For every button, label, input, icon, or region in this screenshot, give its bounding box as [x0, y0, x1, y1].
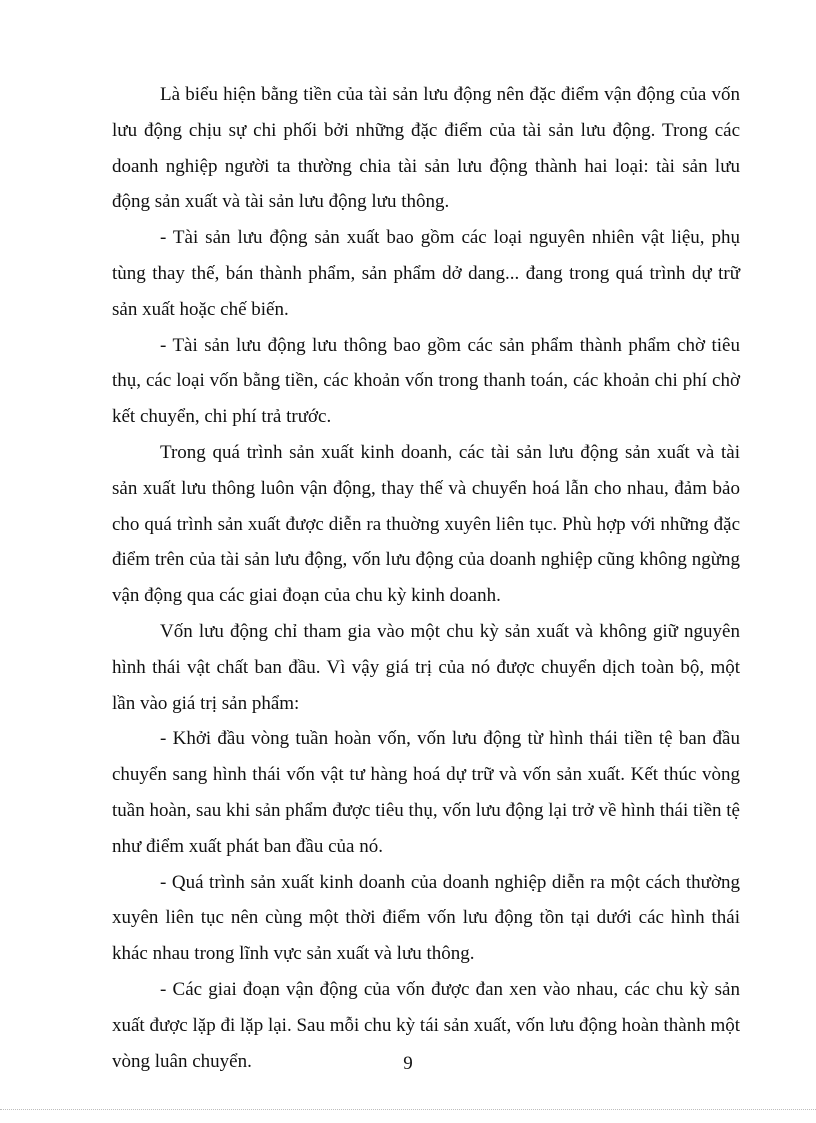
page-body [112, 77, 740, 1079]
page-bottom-divider [0, 1109, 816, 1110]
paragraph-6: - Khởi đầu vòng tuần hoàn vốn, vốn lưu động từ hình thái tiền tệ ban đầu chuyển sang hình thái vốn vật tư hàng hoá dự trữ và vốn sản xuất. Kết thúc vòng tuần hoàn, sau khi sản phẩm được tiêu thụ, vốn lưu động lại trở về hình thái tiền tệ như điểm xuất phát ban đầu của nó. [112, 728, 740, 857]
paragraph-8: - Các giai đoạn vận động của vốn được đan xen vào nhau, các chu kỳ sản xuất được lặp đi lặp lại. Sau mỗi chu kỳ tái sản xuất, vốn lưu động hoàn thành một vòng luân chuyển. [112, 978, 740, 1072]
paragraph-3: - Tài sản lưu động lưu thông bao gồm các sản phẩm thành phẩm chờ tiêu thụ, các loại vốn bằng tiền, các khoản vốn trong thanh toán, các khoản chi phí chờ kết chuyển, chi phí trả trước. [112, 334, 740, 428]
paragraph-1: Là biểu hiện bằng tiền của tài sản lưu động nên đặc điểm vận động của vốn lưu động chịu sự chi phối bởi những đặc điểm của tài sản lưu động. Trong các doanh nghiệp người ta thường chia tài sản lưu động thành hai loại: tài sản lưu động sản xuất và tài sản lưu động lưu thông. [112, 84, 740, 213]
paragraph-4: Trong quá trình sản xuất kinh doanh, các tài sản lưu động sản xuất và tài sản xuất lưu thông luôn vận động, thay thế và chuyển hoá lẫn cho nhau, đảm bảo cho quá trình sản xuất được diễn ra thuờng xuyên liên tục. Phù hợp với những đặc điểm trên của tài sản lưu động, vốn lưu động của doanh nghiệp cũng không ngừng vận động qua các giai đoạn của chu kỳ kinh doanh. [112, 441, 740, 607]
page-number: 9 [403, 1053, 413, 1074]
paragraph-2: - Tài sản lưu động sản xuất bao gồm các loại nguyên nhiên vật liệu, phụ tùng thay thế, bán thành phẩm, sản phẩm dở dang... đang trong quá trình dự trữ sản xuất hoặc chế biến. [112, 227, 740, 320]
paragraph-7: - Quá trình sản xuất kinh doanh của doanh nghiệp diễn ra một cách thường xuyên liên tục nên cùng một thời điểm vốn lưu động tồn tại dưới các hình thái khác nhau trong lĩnh vực sản xuất và lưu thông. [112, 871, 740, 965]
paragraph-5: Vốn lưu động chỉ tham gia vào một chu kỳ sản xuất và không giữ nguyên hình thái vật chất ban đầu. Vì vậy giá trị của nó được chuyển dịch toàn bộ, một lần vào giá trị sản phẩm: [112, 620, 740, 714]
